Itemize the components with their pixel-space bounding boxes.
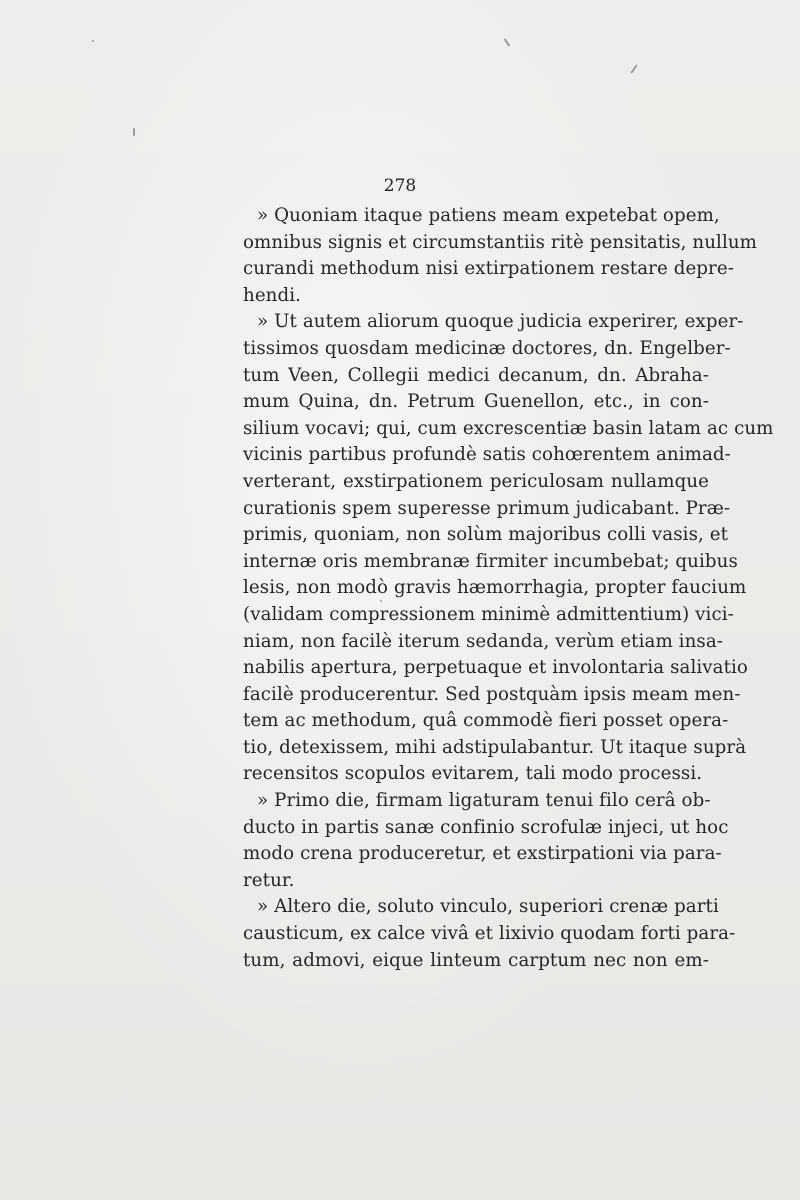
text-line: retur. (243, 869, 295, 891)
paper-speck (133, 128, 135, 136)
text-line: lesis, non modò gravis hæmorrhagia, propter faucium (243, 577, 747, 599)
text-line: primis, quoniam, non solùm majoribus colli vasis, et (243, 524, 729, 546)
paper-speck (630, 64, 637, 73)
text-line: niam, non facilè iterum sedanda, verùm etiam insa- (243, 630, 724, 652)
page-number: 278 (383, 176, 417, 196)
text-line: verterant, exstirpationem periculosam nullamque (243, 470, 709, 492)
text-line: silium vocavi; qui, cum excrescentiæ basin latam ac cum (243, 417, 774, 439)
text-line: (validam compressionem minimè admittentium) vici- (243, 603, 734, 625)
text-line: nabilis apertura, perpetuaque et involontaria salivatio (243, 657, 748, 679)
text-line: facilè producerentur. Sed postquàm ipsis meam men- (243, 683, 741, 705)
paragraph-2 (243, 309, 774, 788)
text-line: » Quoniam itaque patiens meam expetebat opem, (257, 205, 720, 226)
paragraph-3 (243, 788, 729, 894)
text-line: tio, detexissem, mihi adstipulabantur. Ut itaque suprà (243, 736, 747, 758)
paper-speck (92, 40, 94, 42)
text-line: curandi methodum nisi extirpationem restare depre- (243, 258, 734, 280)
text-line: » Ut autem aliorum quoque judicia experirer, exper- (257, 311, 744, 333)
text-line: internæ oris membranæ firmiter incumbebat; quibus (243, 550, 738, 572)
text-line: mum Quina, dn. Petrum Guenellon, etc., in con- (243, 391, 709, 413)
text-line: recensitos scopulos evitarem, tali modo processi. (243, 763, 703, 785)
paragraph-1 (243, 203, 758, 309)
text-line: modo crena produceretur, et exstirpationi via para- (243, 843, 722, 865)
text-line: omnibus signis et circumstantiis ritè pensitatis, nullum (243, 231, 758, 253)
paragraph-4 (243, 894, 736, 974)
paper-speck (504, 38, 511, 47)
text-line: curationis spem superesse primum judicabant. Præ- (243, 497, 731, 519)
text-line: ducto in partis sanæ confinio scrofulæ injeci, ut hoc (243, 816, 729, 838)
text-line: vicinis partibus profundè satis cohœrentem animad- (243, 444, 731, 466)
text-line: hendi. (243, 284, 302, 306)
text-line: tum, admovi, eique linteum carptum nec non em- (243, 949, 709, 971)
text-line: » Altero die, soluto vinculo, superiori crenæ parti (257, 896, 719, 918)
text-line: tissimos quosdam medicinæ doctores, dn. Engelber- (243, 337, 731, 359)
text-line: causticum, ex calce vivâ et lixivio quodam forti para- (243, 923, 736, 945)
text-line: tem ac methodum, quâ commodè fieri posset opera- (243, 710, 729, 732)
page-text (243, 203, 774, 974)
text-line: tum Veen, Collegii medici decanum, dn. Abraha- (243, 364, 709, 386)
paper-speck (380, 600, 382, 602)
text-line: » Primo die, firmam ligaturam tenui filo cerâ ob- (257, 790, 711, 812)
